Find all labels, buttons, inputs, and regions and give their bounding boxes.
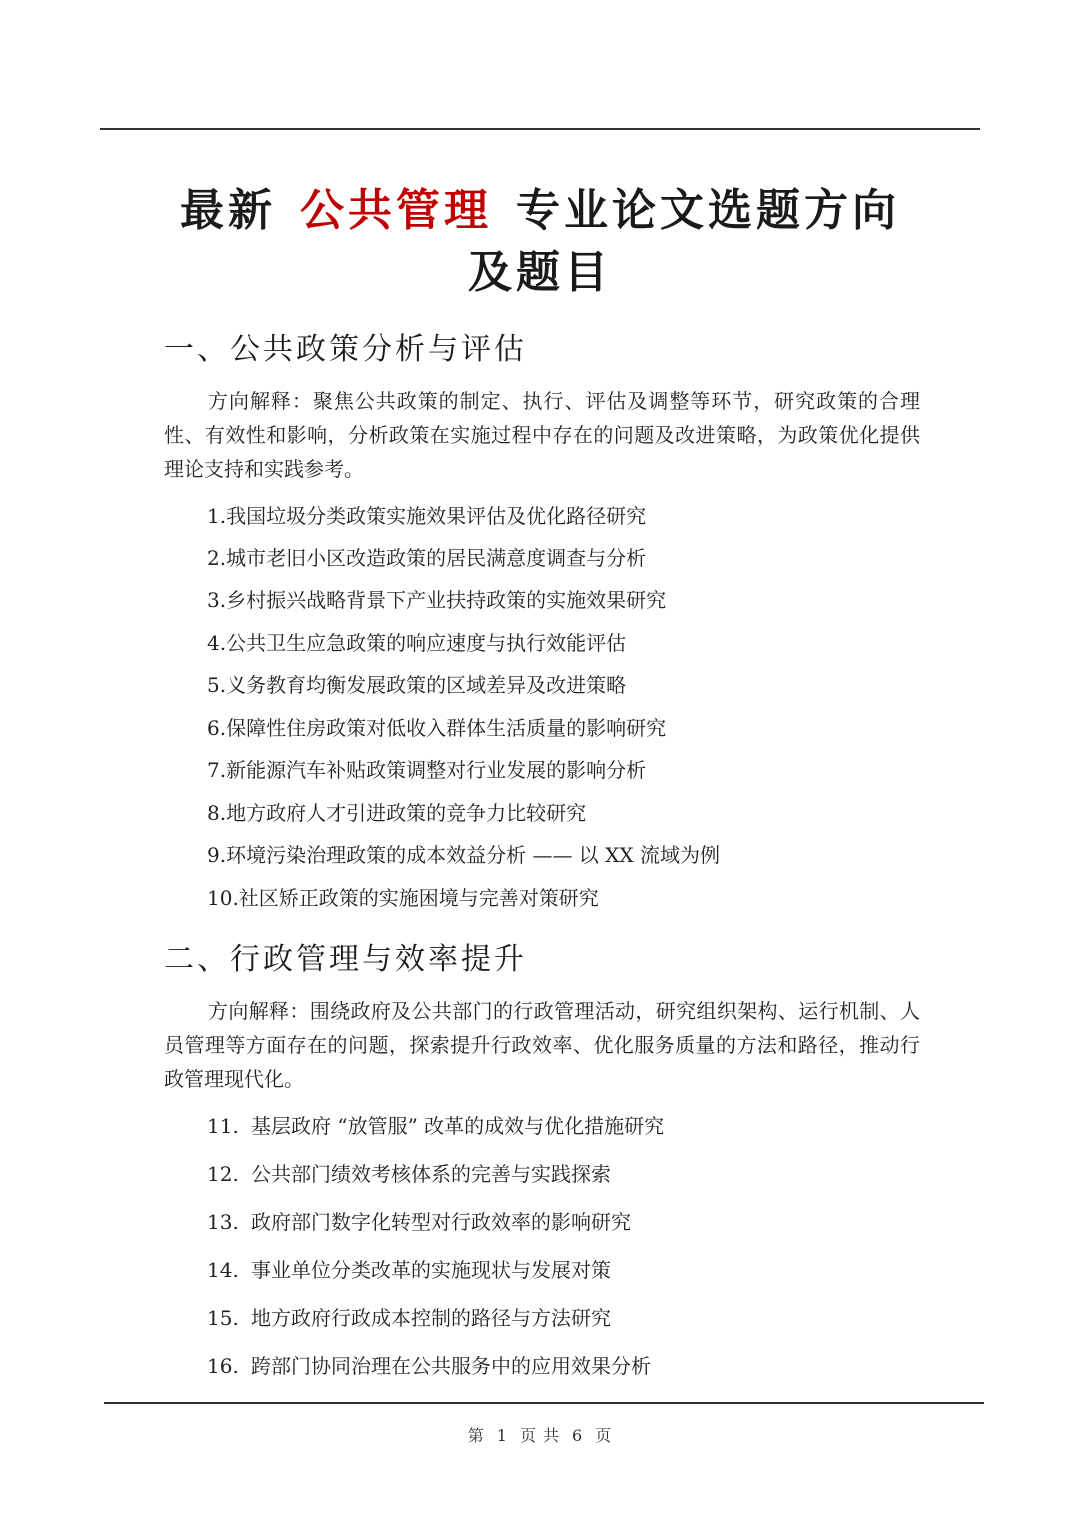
title-suffix: 专业论文选题方向: [516, 185, 900, 236]
footer-divider: [104, 1402, 984, 1404]
list-item: [207, 1160, 611, 1188]
item-text: 政府部门数字化转型对行政效率的影响研究: [251, 1210, 631, 1234]
item-number: 11.: [207, 1114, 239, 1138]
footer-total-pages: 6: [572, 1426, 584, 1445]
list-item: [207, 1352, 651, 1380]
list-item: 1.我国垃圾分类政策实施效果评估及优化路径研究: [207, 504, 647, 528]
page-footer: [0, 1424, 1080, 1448]
list-item: 6.保障性住房政策对低收入群体生活质量的影响研究: [207, 716, 667, 740]
item-number: 14.: [207, 1258, 239, 1282]
footer-post: 页: [595, 1426, 613, 1445]
list-item: 5.义务教育均衡发展政策的区域差异及改进策略: [207, 673, 627, 697]
list-item: 7.新能源汽车补贴政策调整对行业发展的影响分析: [207, 758, 647, 782]
title-line-2: 及题目: [468, 247, 612, 298]
list-item: 8.地方政府人才引进政策的竞争力比较研究: [207, 801, 587, 825]
list-item: 2.城市老旧小区改造政策的居民满意度调查与分析: [207, 546, 647, 570]
section1-heading: 一、公共政策分析与评估: [164, 332, 527, 367]
list-item: [207, 1112, 664, 1140]
list-item: 10.社区矫正政策的实施困境与完善对策研究: [207, 886, 599, 910]
title-highlight: 公共管理: [300, 185, 492, 236]
footer-page-number: 1: [496, 1426, 508, 1445]
section2-explanation: 方向解释：围绕政府及公共部门的行政管理活动，研究组织架构、运行机制、人员管理等方面存在的问题，探索提升行政效率、优化服务质量的方法和路径，推动行政管理现代化。: [164, 999, 920, 1091]
item-text: 基层政府 “放管服” 改革的成效与优化措施研究: [251, 1114, 665, 1138]
item-text: 跨部门协同治理在公共服务中的应用效果分析: [251, 1354, 651, 1378]
footer-pre: 第: [467, 1426, 485, 1445]
title-prefix: 最新: [180, 185, 276, 236]
item-text: 公共部门绩效考核体系的完善与实践探索: [251, 1162, 611, 1186]
header-divider: [100, 128, 980, 130]
item-number: 16.: [207, 1354, 239, 1378]
list-item: [207, 1208, 631, 1236]
list-item: 3.乡村振兴战略背景下产业扶持政策的实施效果研究: [207, 588, 667, 612]
list-item: [207, 1304, 611, 1332]
item-text: 地方政府行政成本控制的路径与方法研究: [251, 1306, 611, 1330]
item-text: 事业单位分类改革的实施现状与发展对策: [251, 1258, 611, 1282]
section2-heading: 二、行政管理与效率提升: [164, 942, 527, 977]
section1-explanation: 方向解释：聚焦公共政策的制定、执行、评估及调整等环节，研究政策的合理性、有效性和影响，分析政策在实施过程中存在的问题及改进策略，为政策优化提供理论支持和实践参考。: [164, 389, 920, 481]
title-line-1: [100, 180, 980, 242]
item-number: 12.: [207, 1162, 239, 1186]
item-number: 13.: [207, 1210, 239, 1234]
list-item: 4.公共卫生应急政策的响应速度与执行效能评估: [207, 631, 627, 655]
list-item: [207, 1256, 611, 1284]
footer-mid: 页 共: [519, 1426, 561, 1445]
list-item: 9.环境污染治理政策的成本效益分析 —— 以 XX 流域为例: [207, 843, 720, 867]
item-number: 15.: [207, 1306, 239, 1330]
document-title: [100, 180, 980, 304]
